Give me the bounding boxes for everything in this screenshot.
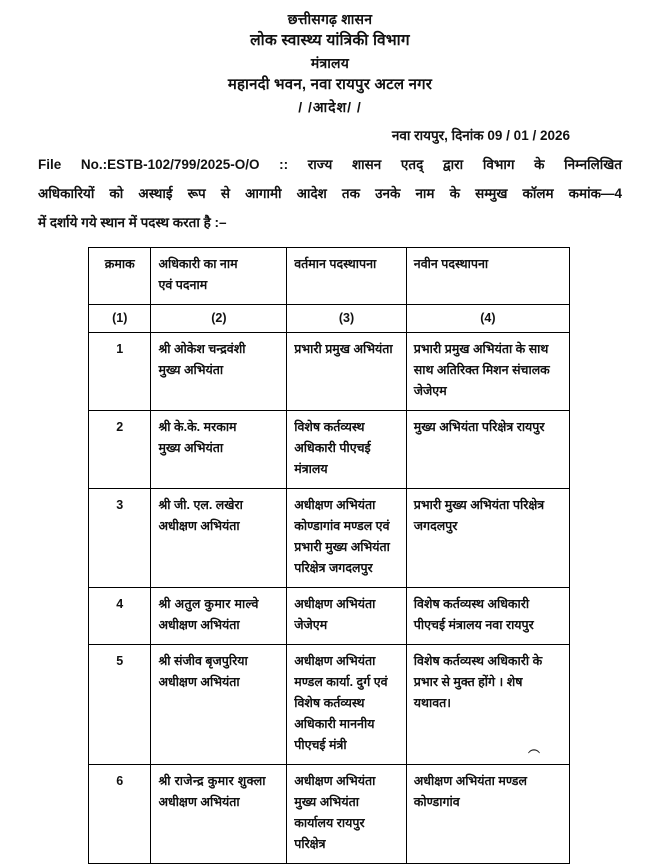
row-officer-name-line1: श्री राजेन्द्र कुमार शुक्ला [158,774,266,788]
row-current-posting: अधीक्षण अभियंता मुख्य अभियंता कार्यालय रायपुर परिक्षेत्र [287,765,407,864]
colnum-4: (4) [406,305,569,333]
row-officer-designation: अधीक्षण अभियंता [158,795,240,809]
order-paragraph-line-1: File No.:ESTB-102/799/2025-O/O :: राज्य शासन एतद् द्वारा विभाग के निम्नलिखित [38,157,622,172]
row-current-posting: प्रभारी प्रमुख अभियंता [287,333,407,411]
row-current-posting: अधीक्षण अभियंता कोण्डागांव मण्डल एवं प्रभारी मुख्य अभियंता परिक्षेत्र जगदलपुर [287,489,407,588]
row-officer-name [151,588,287,645]
header-line-department: लोक स्वास्थ्य यांत्रिकी विभाग [250,32,410,49]
row-sno: 1 [89,333,151,411]
colnum-2: (2) [151,305,287,333]
row-current-posting: अधीक्षण अभियंता जेजेएम [287,588,407,645]
row-sno: 5 [89,645,151,765]
row-officer-name [151,411,287,489]
row-officer-name [151,489,287,588]
table-row [89,588,570,645]
posting-table [88,247,570,864]
table-row [89,489,570,588]
document-header [38,8,622,118]
table-header-row [89,248,570,305]
header-cell-new-posting: नवीन पदस्थापना [406,248,569,305]
row-sno: 4 [89,588,151,645]
row-current-posting: अधीक्षण अभियंता मण्डल कार्या. दुर्ग एवं विशेष कर्तव्यस्थ अधिकारी माननीय पीएचई मंत्री [287,645,407,765]
row-sno: 3 [89,489,151,588]
row-officer-name [151,645,287,765]
order-body [38,150,622,237]
row-officer-name-line1: श्री अतुल कुमार माल्वे [158,597,259,611]
row-officer-name-line1: श्री जी. एल. लखेरा [158,498,243,512]
header-cell-current-posting: वर्तमान पदस्थापना [287,248,407,305]
signature-mark: ︵ [527,741,540,755]
row-new-posting: विशेष कर्तव्यस्थ अधिकारी पीएचई मंत्रालय नवा रायपुर [406,588,569,645]
row-officer-name-line1: श्री के.के. मरकाम [158,420,237,434]
row-new-posting: विशेष कर्तव्यस्थ अधिकारी के प्रभार से मुक्त होंगे । शेष यथावत। [406,645,569,765]
header-cell-officer-name [151,248,287,305]
row-new-posting: प्रभारी प्रमुख अभियंता के साथ साथ अतिरिक्त मिशन संचालक जेजेएम [406,333,569,411]
header-cell-officer-name-line2: एवं पदनाम [158,278,208,292]
row-new-posting: मुख्य अभियंता परिक्षेत्र रायपुर [406,411,569,489]
table-row [89,645,570,765]
colnum-1: (1) [89,305,151,333]
order-paragraph-line-2: अधिकारियों को अस्थाई रूप से आगामी आदेश तक उनके नाम के सम्मुख कॉलम कमांक—4 [38,186,622,201]
row-officer-name-line1: श्री संजीव बृजपुरिया [158,654,248,668]
row-officer-designation: मुख्य अभियंता [158,363,224,377]
row-officer-designation: अधीक्षण अभियंता [158,675,240,689]
header-cell-sno: क्रमाक [89,248,151,305]
row-officer-name-line1: श्री ओकेश चन्द्रवंशी [158,342,246,356]
header-line-ministry: मंत्रालय [310,55,350,71]
order-paragraph-line-3: में दर्शाये गये स्थान में पदस्थ करता है :– [38,215,227,230]
row-sno: 2 [89,411,151,489]
row-officer-designation: अधीक्षण अभियंता [158,519,240,533]
row-officer-name [151,333,287,411]
header-line-order: / /आदेश/ / [298,99,362,115]
row-officer-designation: अधीक्षण अभियंता [158,618,240,632]
row-new-posting: अधीक्षण अभियंता मण्डल कोण्डागांव [406,765,569,864]
colnum-3: (3) [287,305,407,333]
table-column-number-row [89,305,570,333]
table-row [89,411,570,489]
row-officer-designation: मुख्य अभियंता [158,441,224,455]
row-new-posting: प्रभारी मुख्य अभियंता परिक्षेत्र जगदलपुर [406,489,569,588]
place-and-date: नवा रायपुर, दिनांक 09 / 01 / 2026 [391,128,570,143]
header-line-state: छत्तीसगढ़ शासन [287,11,373,27]
header-cell-officer-name-line1: अधिकारी का नाम [158,257,238,271]
table-row [89,765,570,864]
header-line-address: महानदी भवन, नवा रायपुर अटल नगर [227,76,433,93]
row-officer-name [151,765,287,864]
row-sno: 6 [89,765,151,864]
table-row [89,333,570,411]
row-current-posting: विशेष कर्तव्यस्थ अधिकारी पीएचई मंत्रालय [287,411,407,489]
